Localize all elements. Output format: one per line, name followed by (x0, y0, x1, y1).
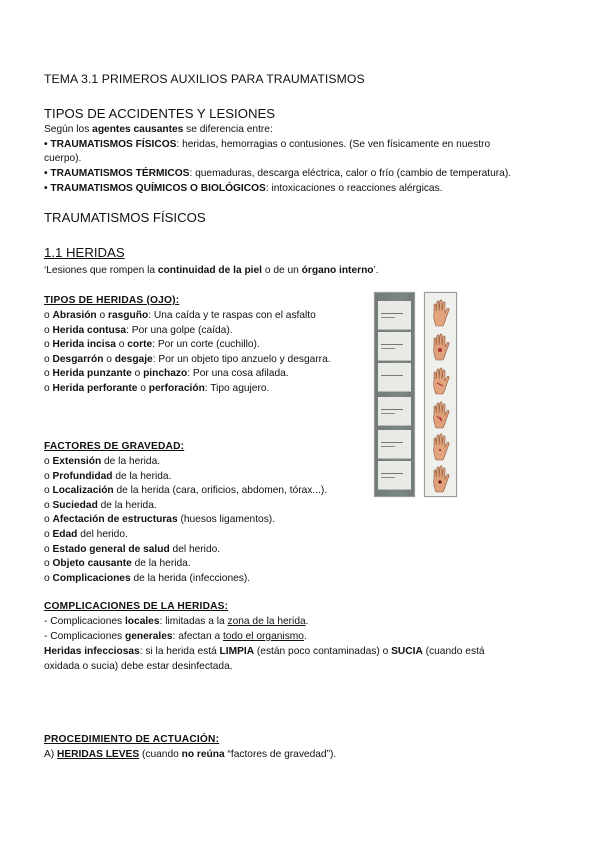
wound-hands-photo (424, 292, 457, 497)
factor-gravedad-item: o Objeto causante de la herida. (44, 558, 191, 570)
document-title: TEMA 3.1 PRIMEROS AUXILIOS PARA TRAUMATISMOS (44, 72, 365, 86)
factor-gravedad-item: o Estado general de salud del herido. (44, 543, 221, 555)
complicaciones-generales: - Complicaciones generales: afectan a todo el organismo. (44, 631, 307, 642)
heridas-leves-line: A) HERIDAS LEVES (cuando no reúna “factores de gravedad”). (44, 749, 337, 760)
factor-gravedad-item: o Localización de la herida (cara, orificios, abdomen, tórax...). (44, 485, 328, 497)
factor-gravedad-item: o Afectación de estructuras (huesos ligamentos). (44, 514, 276, 526)
section-heading-heridas: 1.1 HERIDAS (44, 245, 125, 260)
photo-label-cell (378, 430, 411, 459)
hand-icon (430, 367, 450, 395)
factor-gravedad-item: o Edad del herido. (44, 529, 128, 540)
photo-label-cell (378, 301, 411, 330)
section-heading-tipos-accidentes: TIPOS DE ACCIDENTES Y LESIONES (44, 106, 276, 121)
hand-icon (430, 465, 450, 493)
factor-gravedad-item: o Suciedad de la herida. (44, 499, 157, 511)
tipo-herida-item: o Desgarrón o desgaje: Por un objeto tipo anzuelo y desgarra. (44, 353, 331, 365)
quimicos-line: • TRAUMATISMOS QUÍMICOS O BIOLÓGICOS: intoxicaciones o reacciones alérgicas. (44, 183, 443, 194)
fisicos-line-2: cuerpo). (44, 153, 82, 164)
heridas-infecciosas: Heridas infecciosas: si la herida está LIMPIA (están poco contaminadas) o SUCIA (cuando está (44, 646, 485, 657)
photo-label-cell (378, 397, 411, 426)
fisicos-line: • TRAUMATISMOS FÍSICOS: heridas, hemorragias o contusiones. (Se ven físicamente en nuestro (44, 139, 491, 150)
tipo-herida-item: o Herida incisa o corte: Por un corte (cuchillo). (44, 339, 260, 351)
factor-gravedad-item: o Complicaciones de la herida (infecciones). (44, 572, 251, 584)
factor-gravedad-item: o Profundidad de la herida. (44, 470, 172, 482)
factor-gravedad-item: o Extensión de la herida. (44, 456, 161, 467)
photo-label-cell (378, 332, 411, 361)
intro-line: Según los agentes causantes se diferencia entre: (44, 124, 273, 135)
complicaciones-locales: - Complicaciones locales: limitadas a la zona de la herida. (44, 616, 309, 627)
tipo-herida-item: o Herida perforante o perforación: Tipo agujero. (44, 383, 270, 394)
hand-icon (430, 401, 450, 429)
wound-labels-photo (374, 292, 415, 497)
tipo-herida-item: o Herida contusa: Por una golpe (caída). (44, 324, 233, 336)
complicaciones-heading: COMPLICACIONES DE LA HERIDAS: (44, 601, 229, 612)
hand-icon (430, 299, 450, 327)
hand-icon (430, 333, 450, 361)
section-heading-traumatismos-fisicos: TRAUMATISMOS FÍSICOS (44, 210, 206, 225)
tipos-heridas-heading: TIPOS DE HERIDAS (OJO): (44, 295, 180, 306)
termicos-line: • TRAUMATISMOS TÉRMICOS: quemaduras, descarga eléctrica, calor o frío (cambio de temperatura). (44, 168, 512, 179)
photo-label-cell (378, 461, 411, 490)
heridas-definition: ‘Lesiones que rompen la continuidad de la piel o de un órgano interno’. (44, 265, 379, 276)
hand-icon (430, 433, 450, 461)
photo-label-cell (378, 363, 411, 392)
heridas-infecciosas-2: oxidada o sucia) debe estar desinfectada. (44, 661, 233, 672)
tipo-herida-item: o Abrasión o rasguño: Una caída y te raspas con el asfalto (44, 310, 316, 321)
procedimiento-heading: PROCEDIMIENTO DE ACTUACIÓN: (44, 734, 220, 745)
factores-heading: FACTORES DE GRAVEDAD: (44, 441, 185, 452)
tipo-herida-item: o Herida punzante o pinchazo: Por una cosa afilada. (44, 368, 289, 380)
